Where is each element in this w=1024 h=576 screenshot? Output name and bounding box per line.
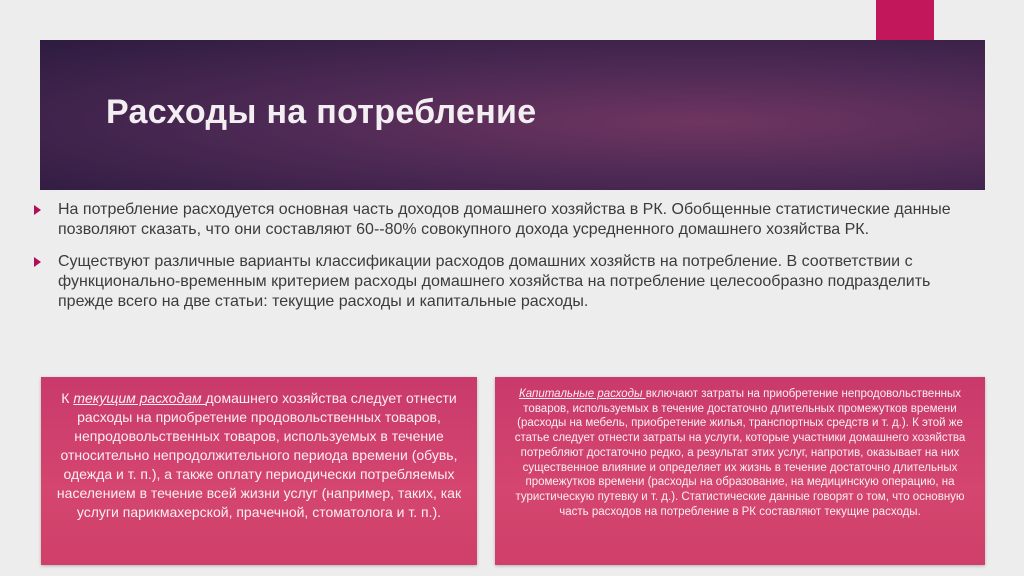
box-text: включают затраты на приобретение непродовольственных товаров, используемых в течение достаточно длительных промежутков времени (расходы на мебель, приобретение жилья, транспортных средств и т. д.). К этой же статье следует отнести затраты на услуги, которые участники домашнего хозяйства потребляют достаточно редко, а результат этих услуг, напротив, оказывает на них существенное влияние и определяет их жизнь в течение достаточно длительных промежутков времени (расходы на образование, на медицинскую операцию, на туристическую путевку и т. д.). Статистические данные говорят о том, что основную часть расходов на потребление в РК составляют текущие расходы. (514, 388, 966, 518)
current-expenses-term: текущим расходам (73, 390, 206, 406)
slide-title: Расходы на потребление (106, 93, 537, 131)
bullet-item (34, 200, 984, 240)
box-text: домашнего хозяйства следует отнести расходы на приобретение продовольственных товаров, непродовольственных товаров, используемых в течение относительно непродолжительного периода времени (обувь, одежда и т. п.), а также оплату периодически потребляемых населением в течение всей жизни услуг (например, таких, как услуги парикмахерской, прачечной, стоматолога и т. п.). (56, 390, 462, 520)
triangle-bullet-icon (34, 257, 41, 267)
triangle-bullet-icon (34, 205, 41, 215)
current-expenses-box (41, 377, 477, 565)
capital-expenses-term: Капитальные расходы (518, 388, 646, 400)
bullet-item (34, 252, 984, 312)
bullet-list (34, 200, 984, 324)
capital-expenses-box (495, 377, 985, 565)
box-prefix: К (61, 390, 74, 406)
bullet-text: На потребление расходуется основная часть доходов домашнего хозяйства в РК. Обобщенные статистические данные позволяют сказать, что они составляют 60--80% совокупного дохода усредненного домашнего хозяйства РК. (58, 201, 951, 238)
bullet-text: Существуют различные варианты классификации расходов домашних хозяйств на потребление. В соответствии с функционально-временным критерием расходы домашнего хозяйства на потребление целесообразно подразделить прежде всего на две статьи: текущие расходы и капитальные расходы. (58, 253, 931, 310)
